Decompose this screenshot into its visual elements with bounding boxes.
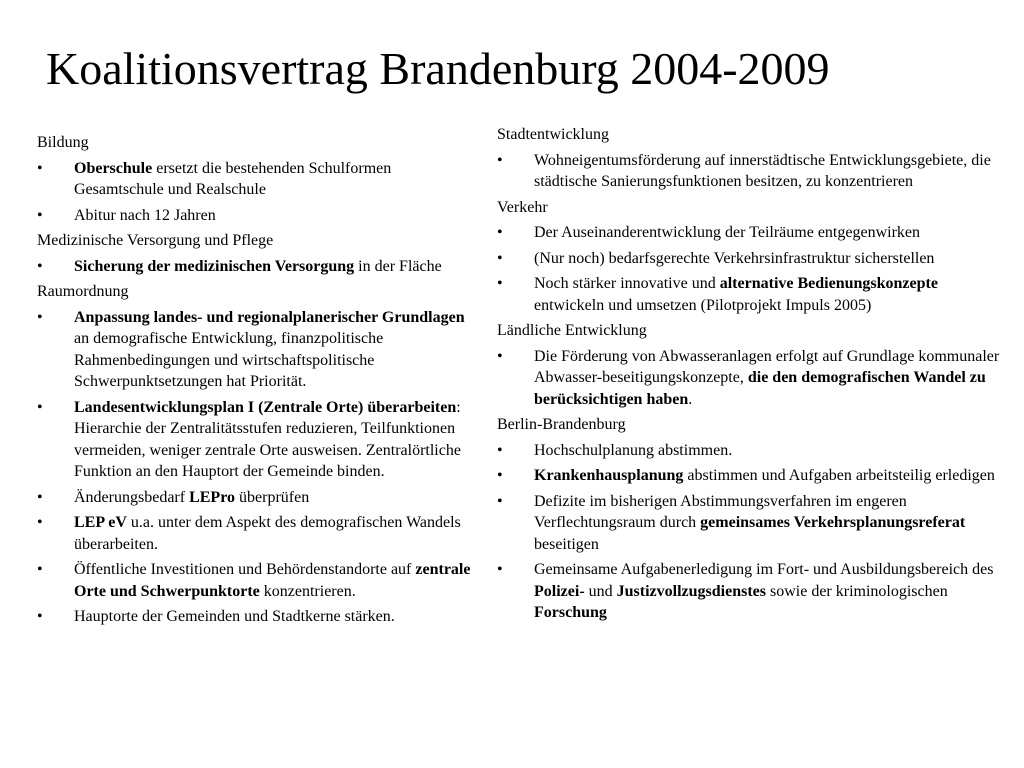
text: Abitur nach 12 Jahren — [74, 206, 216, 224]
bold-text: zentrale Orte und Schwerpunktorte — [74, 561, 471, 600]
list-item — [497, 465, 1012, 487]
section-heading-medizinische-versorgung-und-pflege: Medizinische Versorgung und Pflege — [37, 232, 274, 249]
list-item — [497, 559, 1012, 624]
section-heading-laendliche-entwicklung: Ländliche Entwicklung — [497, 322, 647, 339]
text: Änderungsbedarf — [74, 488, 190, 506]
bold-text: LEP eV — [74, 514, 127, 531]
list-item — [37, 158, 477, 201]
bold-text: Anpassung landes- und regionalplanerischer Grundlagen — [74, 308, 465, 326]
bold-text: Forschung — [534, 604, 607, 621]
list-item — [497, 150, 1012, 193]
text: konzentrieren. — [259, 582, 356, 600]
text: Öffentliche Investitionen und Behördenstandorte auf — [74, 561, 416, 578]
bold-text: LEPro — [189, 488, 236, 506]
list-item — [37, 397, 477, 483]
bold-text: Landesentwicklungsplan I (Zentrale Orte) überarbeiten — [74, 398, 457, 416]
text: (Nur noch) bedarfsgerechte Verkehrsinfrastruktur sicherstellen — [534, 249, 935, 267]
list-item — [37, 512, 477, 555]
list-item — [497, 491, 1012, 556]
list-item — [37, 205, 477, 227]
bold-text: Krankenhausplanung — [534, 467, 684, 484]
text: und — [584, 582, 617, 600]
bold-text: gemeinsames Verkehrsplanungsreferat — [700, 514, 966, 531]
left-column — [37, 132, 477, 632]
text: : Hierarchie der Zentralitätsstufen reduzieren, Teilfunktionen vermeiden, weniger zentrale Orte ausweisen. Zentralörtliche Funktion an den Hauptort der Gemeinde binden. — [74, 398, 461, 480]
bullet-list — [37, 158, 477, 227]
text: Wohneigentumsförderung auf innerstädtische Entwicklungsgebiete, die städtische Sanierungsfunktionen besitzen, zu konzentrieren — [534, 151, 991, 190]
bullet-list — [37, 307, 477, 628]
list-item — [497, 273, 1012, 316]
list-item — [497, 248, 1012, 270]
list-item — [37, 487, 477, 509]
text: . — [688, 390, 693, 408]
bold-text: die den demografischen Wandel zu berücksichtigen haben — [534, 369, 986, 408]
list-item — [37, 559, 477, 602]
list-item — [37, 256, 477, 278]
text: Defizite im bisherigen Abstimmungsverfahren im engeren Verflechtungsraum durch — [534, 492, 907, 531]
bold-text: Sicherung der medizinischen Versorgung — [74, 257, 355, 275]
text: Hochschulplanung abstimmen. — [534, 441, 733, 459]
text: Noch stärker innovative und — [534, 275, 720, 292]
text: Der Auseinanderentwicklung der Teilräume entgegenwirken — [534, 224, 920, 241]
text: abstimmen und Aufgaben arbeitsteilig erledigen — [683, 467, 995, 484]
text: überprüfen — [235, 488, 310, 506]
list-item — [497, 440, 1012, 462]
text: entwickeln und umsetzen (Pilotprojekt Impuls 2005) — [534, 296, 872, 314]
bold-text: Polizei- — [534, 582, 585, 600]
text: Die Förderung von Abwasseranlagen erfolgt auf Grundlage kommunaler Abwasser-beseitigungskonzepte, — [534, 347, 1000, 386]
bold-text: alternative Bedienungskonzepte — [719, 275, 938, 292]
bullet-list — [497, 346, 1012, 411]
section-heading-raumordnung: Raumordnung — [37, 283, 129, 300]
list-item — [497, 346, 1012, 411]
text: sowie der kriminologischen — [765, 582, 948, 600]
text: beseitigen — [534, 535, 599, 553]
text: u.a. unter dem Aspekt des demografischen Wandels überarbeiten. — [74, 514, 461, 553]
list-item — [37, 606, 477, 628]
bullet-list — [497, 440, 1012, 624]
section-heading-verkehr: Verkehr — [497, 198, 548, 216]
bullet-list — [37, 256, 477, 278]
text: ersetzt die bestehenden Schulformen Gesamtschule und Realschule — [74, 159, 392, 198]
section-heading-bildung: Bildung — [37, 134, 89, 151]
text: an demografische Entwicklung, finanzpolitische Rahmenbedingungen und wirtschaftspolitische Schwerpunktsetzungen hat Priorität. — [74, 330, 384, 390]
text: Hauptorte der Gemeinden und Stadtkerne stärken. — [74, 608, 395, 625]
right-column — [497, 124, 1012, 628]
section-heading-stadtentwicklung: Stadtentwicklung — [497, 126, 609, 143]
list-item — [497, 222, 1012, 244]
list-item — [37, 307, 477, 393]
bullet-list — [497, 222, 1012, 316]
bold-text: Oberschule — [74, 159, 153, 177]
text: in der Fläche — [354, 257, 442, 275]
bullet-list — [497, 150, 1012, 193]
section-heading-berlin-brandenburg: Berlin-Brandenburg — [497, 416, 626, 433]
page-title: Koalitionsvertrag Brandenburg 2004-2009 — [46, 43, 830, 94]
text: Gemeinsame Aufgabenerledigung im Fort- und Ausbildungsbereich des — [534, 561, 994, 578]
bold-text: Justizvollzugsdienstes — [616, 582, 766, 600]
